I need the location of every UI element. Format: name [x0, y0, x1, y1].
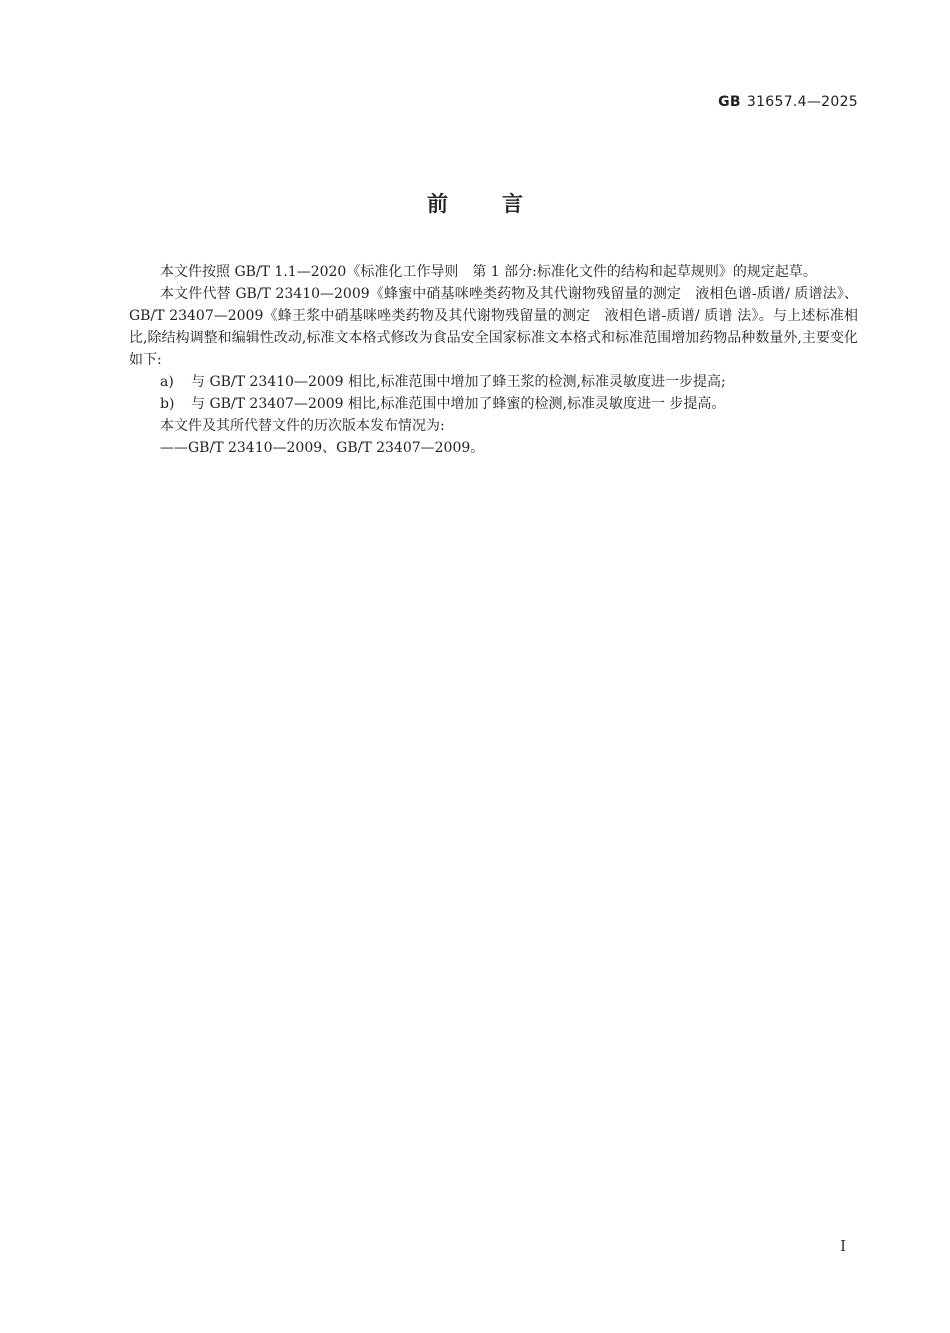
page-title: 前言	[427, 192, 577, 216]
change-item-marker: b)	[160, 396, 175, 412]
standard-prefix: GB	[718, 94, 741, 110]
change-item-text: 与 GB/T 23410—2009 相比,标准范围中增加了蜂王浆的检测,标准灵敏度进一步提高;	[191, 374, 726, 390]
document-code	[718, 94, 858, 110]
standard-number: 31657.4—2025	[746, 94, 858, 110]
preface-body	[129, 261, 858, 459]
page-number: I	[840, 1237, 846, 1255]
change-item-b	[129, 393, 858, 415]
paragraph-history-intro: 本文件及其所代替文件的历次版本发布情况为:	[160, 418, 445, 434]
paragraph-drafting-rules: 本文件按照 GB/T 1.1—2020《标准化工作导则 第 1 部分:标准化文件的结构和起草规则》的规定起草。	[160, 264, 817, 280]
paragraph-replacement: 本文件代替 GB/T 23410—2009《蜂蜜中硝基咪唑类药物及其代谢物残留量的测定 液相色谱-质谱/ 质谱法》、GB/T 23407—2009《蜂王浆中硝基咪唑类药物及其代谢物残留量的测定 液相色谱-质谱/ 质谱 法》。与上述标准相比,除结构调整和编辑性改动,标准文本格式修改为食品安全国家标准文本格式和标准范围增加药物品种数量外,主要变化如下:	[129, 286, 858, 368]
history-list-item: ——GB/T 23410—2009、GB/T 23407—2009。	[160, 440, 485, 456]
change-item-marker: a)	[160, 374, 174, 390]
change-item-a	[129, 371, 858, 393]
change-item-text: 与 GB/T 23407—2009 相比,标准范围中增加了蜂蜜的检测,标准灵敏度进一 步提高。	[191, 396, 726, 412]
